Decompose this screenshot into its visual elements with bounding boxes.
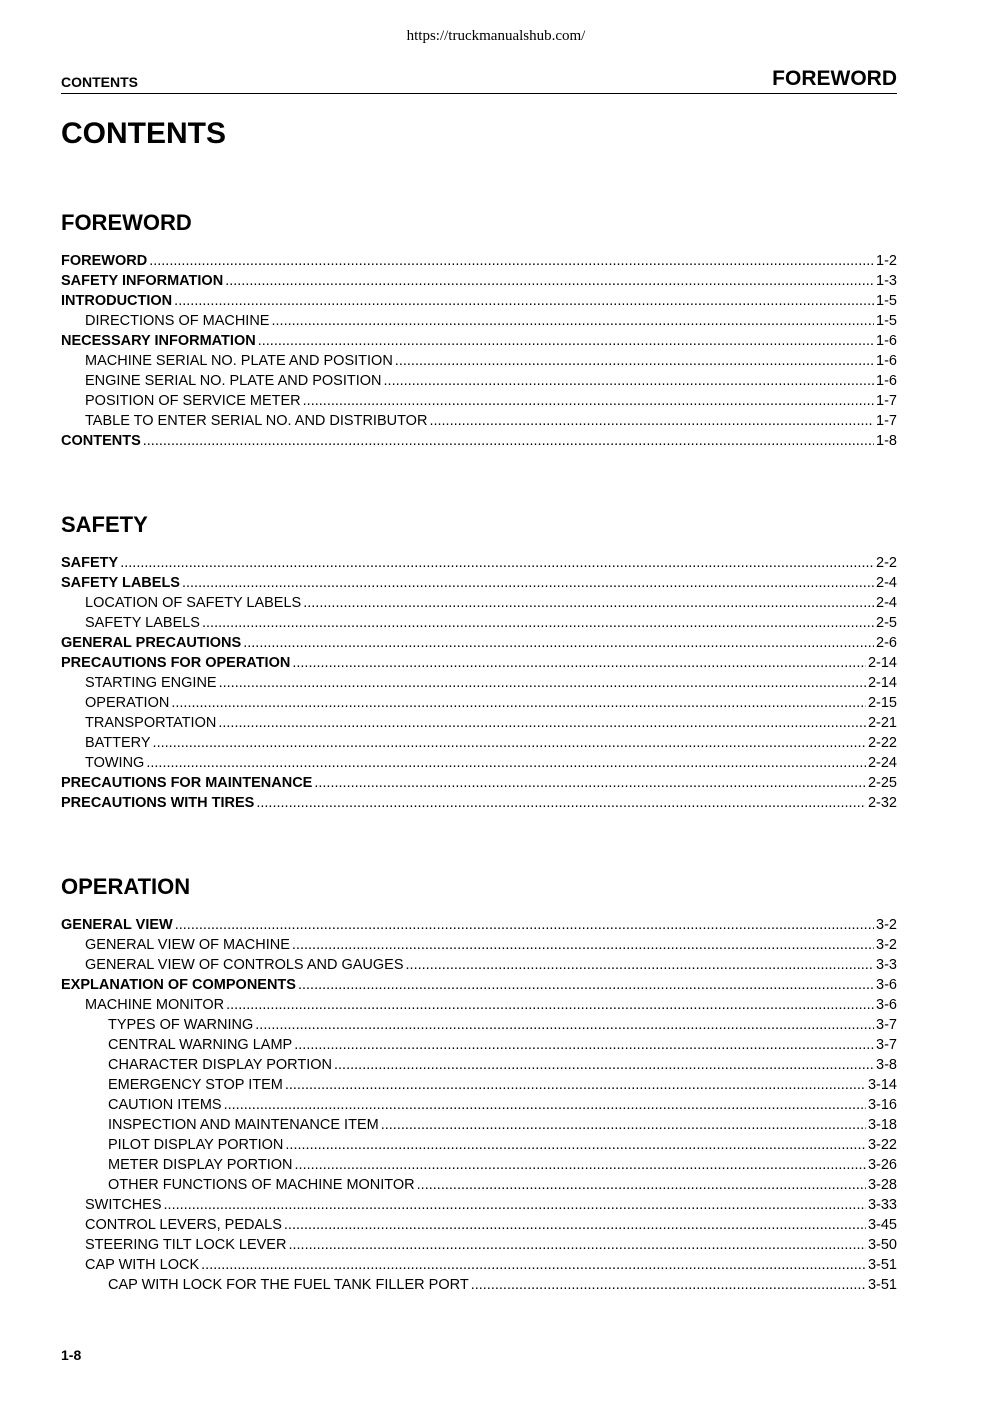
toc-entry[interactable] <box>61 411 897 431</box>
toc-entry-page: 2-24 <box>867 755 897 771</box>
toc-entry-page: 1-2 <box>876 253 897 269</box>
toc-entry-page: 3-8 <box>876 1057 897 1073</box>
dot-leader <box>146 753 866 773</box>
toc-entry-title: INSPECTION AND MAINTENANCE ITEM <box>108 1117 379 1133</box>
toc-entry-page: 1-6 <box>876 333 897 349</box>
toc-entry-page: 3-51 <box>867 1257 897 1273</box>
toc-entry[interactable] <box>61 573 897 593</box>
dot-leader <box>303 391 874 411</box>
dot-leader <box>406 955 875 975</box>
running-header-left: CONTENTS <box>61 74 138 90</box>
toc-entry-title: GENERAL VIEW OF CONTROLS AND GAUGES <box>85 957 404 973</box>
toc-entry[interactable] <box>61 793 897 813</box>
toc-entry-page: 2-6 <box>876 635 897 651</box>
toc-entry-page: 2-22 <box>867 735 897 751</box>
toc-entry-list <box>61 251 897 451</box>
toc-entry-title: GENERAL PRECAUTIONS <box>61 635 242 651</box>
dot-leader <box>298 975 874 995</box>
toc-entry-title: PRECAUTIONS WITH TIRES <box>61 795 255 811</box>
dot-leader <box>225 271 874 291</box>
toc-entry-page: 3-3 <box>876 957 897 973</box>
toc-entry-title: SAFETY LABELS <box>61 575 180 591</box>
toc-entry-page: 3-7 <box>876 1037 897 1053</box>
toc-entry-title: TABLE TO ENTER SERIAL NO. AND DISTRIBUTOR <box>85 413 428 429</box>
toc-entry-page: 3-45 <box>867 1217 897 1233</box>
toc-entry-title: MACHINE SERIAL NO. PLATE AND POSITION <box>85 353 393 369</box>
running-header-right: FOREWORD <box>772 67 897 90</box>
dot-leader <box>243 633 874 653</box>
dot-leader <box>120 553 874 573</box>
toc-entry[interactable] <box>61 351 897 371</box>
toc-entry[interactable] <box>61 1175 897 1195</box>
toc-entry-title: EMERGENCY STOP ITEM <box>108 1077 283 1093</box>
toc-entry-page: 2-2 <box>876 555 897 571</box>
toc-entry-page: 3-26 <box>867 1157 897 1173</box>
dot-leader <box>174 291 874 311</box>
toc-entry[interactable] <box>61 1115 897 1135</box>
toc-entry[interactable] <box>61 653 897 673</box>
source-url[interactable]: https://truckmanualshub.com/ <box>406 28 586 44</box>
toc-entry[interactable] <box>61 935 897 955</box>
toc-entry-list <box>61 553 897 813</box>
toc-entry-title: INTRODUCTION <box>61 293 173 309</box>
toc-entry[interactable] <box>61 431 897 451</box>
dot-leader <box>202 613 874 633</box>
toc-entry-title: OPERATION <box>85 695 170 711</box>
dot-leader <box>285 1135 866 1155</box>
page-title: CONTENTS <box>61 117 226 150</box>
toc-entry-title: CHARACTER DISPLAY PORTION <box>108 1057 332 1073</box>
dot-leader <box>149 251 874 271</box>
toc-entry-page: 2-14 <box>867 675 897 691</box>
toc-entry[interactable] <box>61 955 897 975</box>
toc-entry-list <box>61 915 897 1295</box>
toc-section-safety <box>61 513 897 813</box>
toc-entry[interactable] <box>61 311 897 331</box>
dot-leader <box>295 1155 866 1175</box>
page-number: 1-8 <box>61 1347 82 1363</box>
toc-entry-title: NECESSARY INFORMATION <box>61 333 256 349</box>
dot-leader <box>471 1275 866 1295</box>
toc-section-foreword <box>61 211 897 451</box>
toc-section-operation <box>61 875 897 1295</box>
toc-entry-page: 1-3 <box>876 273 897 289</box>
toc-entry-page: 1-7 <box>876 393 897 409</box>
toc-entry[interactable] <box>61 613 897 633</box>
toc-entry[interactable] <box>61 1215 897 1235</box>
toc-entry-page: 3-6 <box>876 997 897 1013</box>
dot-leader <box>292 935 874 955</box>
toc-entry[interactable] <box>61 291 897 311</box>
dot-leader <box>285 1075 866 1095</box>
toc-entry-page: 3-50 <box>867 1237 897 1253</box>
dot-leader <box>395 351 874 371</box>
toc-entry-page: 2-5 <box>876 615 897 631</box>
toc-entry-page: 2-21 <box>867 715 897 731</box>
toc-entry-title: MACHINE MONITOR <box>85 997 225 1013</box>
toc-entry[interactable] <box>61 251 897 271</box>
toc-entry-title: GENERAL VIEW OF MACHINE <box>85 937 290 953</box>
dot-leader <box>381 1115 866 1135</box>
toc-entry[interactable] <box>61 391 897 411</box>
toc-entry-title: OTHER FUNCTIONS OF MACHINE MONITOR <box>108 1177 415 1193</box>
dot-leader <box>384 371 875 391</box>
toc-entry[interactable] <box>61 1235 897 1255</box>
toc-entry[interactable] <box>61 995 897 1015</box>
toc-entry-page: 2-4 <box>876 575 897 591</box>
dot-leader <box>175 915 874 935</box>
toc-entry[interactable] <box>61 331 897 351</box>
dot-leader <box>429 411 874 431</box>
dot-leader <box>182 573 874 593</box>
toc-entry[interactable] <box>61 1255 897 1275</box>
toc-entry-title: POSITION OF SERVICE METER <box>85 393 301 409</box>
dot-leader <box>218 713 866 733</box>
toc-entry[interactable] <box>61 733 897 753</box>
toc-entry-page: 1-5 <box>876 313 897 329</box>
toc-entry[interactable] <box>61 1155 897 1175</box>
toc-entry[interactable] <box>61 753 897 773</box>
toc-entry[interactable] <box>61 673 897 693</box>
toc-entry-title: DIRECTIONS OF MACHINE <box>85 313 270 329</box>
toc-entry-page: 3-16 <box>867 1097 897 1113</box>
toc-entry-title: SWITCHES <box>85 1197 162 1213</box>
toc-entry[interactable] <box>61 1055 897 1075</box>
toc-entry[interactable] <box>61 773 897 793</box>
dot-leader <box>143 431 874 451</box>
toc-entry[interactable] <box>61 371 897 391</box>
dot-leader <box>303 593 874 613</box>
toc-entry[interactable] <box>61 915 897 935</box>
section-title: OPERATION <box>61 874 191 899</box>
dot-leader <box>201 1255 866 1275</box>
toc-entry-title: PRECAUTIONS FOR MAINTENANCE <box>61 775 313 791</box>
toc-entry-title: TYPES OF WARNING <box>108 1017 254 1033</box>
toc-entry-title: PRECAUTIONS FOR OPERATION <box>61 655 291 671</box>
toc-entry-page: 1-6 <box>876 353 897 369</box>
toc-entry-page: 3-51 <box>867 1277 897 1293</box>
toc-entry-title: CAP WITH LOCK <box>85 1257 200 1273</box>
toc-entry-title: STARTING ENGINE <box>85 675 217 691</box>
dot-leader <box>417 1175 866 1195</box>
toc-entry-page: 2-14 <box>867 655 897 671</box>
toc-entry-page: 1-5 <box>876 293 897 309</box>
toc-entry-page: 2-15 <box>867 695 897 711</box>
toc-entry[interactable] <box>61 633 897 653</box>
section-title: FOREWORD <box>61 210 192 235</box>
toc-entry-title: ENGINE SERIAL NO. PLATE AND POSITION <box>85 373 382 389</box>
toc-entry-title: PILOT DISPLAY PORTION <box>108 1137 284 1153</box>
toc-entry-title: CENTRAL WARNING LAMP <box>108 1037 293 1053</box>
toc-entry-page: 3-2 <box>876 937 897 953</box>
toc-entry-title: METER DISPLAY PORTION <box>108 1157 293 1173</box>
toc-entry-page: 3-33 <box>867 1197 897 1213</box>
toc-entry[interactable] <box>61 1075 897 1095</box>
toc-entry-title: SAFETY LABELS <box>85 615 200 631</box>
dot-leader <box>314 773 866 793</box>
dot-leader <box>334 1055 874 1075</box>
toc-entry-title: TOWING <box>85 755 145 771</box>
toc-entry[interactable] <box>61 593 897 613</box>
dot-leader <box>284 1215 866 1235</box>
toc-entry-title: EXPLANATION OF COMPONENTS <box>61 977 296 993</box>
dot-leader <box>153 733 866 753</box>
dot-leader <box>292 653 866 673</box>
toc-entry[interactable] <box>61 1095 897 1115</box>
toc-entry-page: 3-6 <box>876 977 897 993</box>
toc-entry[interactable] <box>61 553 897 573</box>
header-divider <box>61 93 897 94</box>
toc-entry[interactable] <box>61 693 897 713</box>
toc-entry[interactable] <box>61 1015 897 1035</box>
toc-entry-title: SAFETY INFORMATION <box>61 273 224 289</box>
dot-leader <box>164 1195 866 1215</box>
toc-entry-title: FOREWORD <box>61 253 148 269</box>
toc-entry-page: 3-2 <box>876 917 897 933</box>
toc-entry-title: LOCATION OF SAFETY LABELS <box>85 595 302 611</box>
toc-entry-page: 2-25 <box>867 775 897 791</box>
toc-entry-page: 1-6 <box>876 373 897 389</box>
dot-leader <box>255 1015 874 1035</box>
toc-entry-title: BATTERY <box>85 735 151 751</box>
dot-leader <box>271 311 874 331</box>
toc-entry-title: CAUTION ITEMS <box>108 1097 222 1113</box>
toc-entry-title: GENERAL VIEW <box>61 917 173 933</box>
toc-entry-title: CONTROL LEVERS, PEDALS <box>85 1217 282 1233</box>
toc-entry-page: 2-32 <box>867 795 897 811</box>
dot-leader <box>294 1035 874 1055</box>
toc-entry-page: 3-7 <box>876 1017 897 1033</box>
toc-entry-page: 3-18 <box>867 1117 897 1133</box>
toc-entry-title: STEERING TILT LOCK LEVER <box>85 1237 287 1253</box>
dot-leader <box>258 331 874 351</box>
toc-entry-page: 3-28 <box>867 1177 897 1193</box>
toc-entry-page: 1-7 <box>876 413 897 429</box>
toc-entry-page: 1-8 <box>876 433 897 449</box>
toc-entry-page: 3-22 <box>867 1137 897 1153</box>
toc-entry-title: TRANSPORTATION <box>85 715 217 731</box>
dot-leader <box>226 995 874 1015</box>
dot-leader <box>288 1235 866 1255</box>
toc-entry-page: 2-4 <box>876 595 897 611</box>
toc-entry[interactable] <box>61 713 897 733</box>
toc-entry-title: CAP WITH LOCK FOR THE FUEL TANK FILLER PORT <box>108 1277 469 1293</box>
dot-leader <box>171 693 866 713</box>
toc-entry[interactable] <box>61 1195 897 1215</box>
toc-entry[interactable] <box>61 1135 897 1155</box>
dot-leader <box>256 793 866 813</box>
section-title: SAFETY <box>61 512 148 537</box>
toc-entry[interactable] <box>61 271 897 291</box>
toc-entry-page: 3-14 <box>867 1077 897 1093</box>
toc-entry[interactable] <box>61 975 897 995</box>
dot-leader <box>224 1095 866 1115</box>
toc-entry-title: CONTENTS <box>61 433 141 449</box>
dot-leader <box>219 673 866 693</box>
toc-entry[interactable] <box>61 1275 897 1295</box>
toc-entry-title: SAFETY <box>61 555 119 571</box>
toc-entry[interactable] <box>61 1035 897 1055</box>
